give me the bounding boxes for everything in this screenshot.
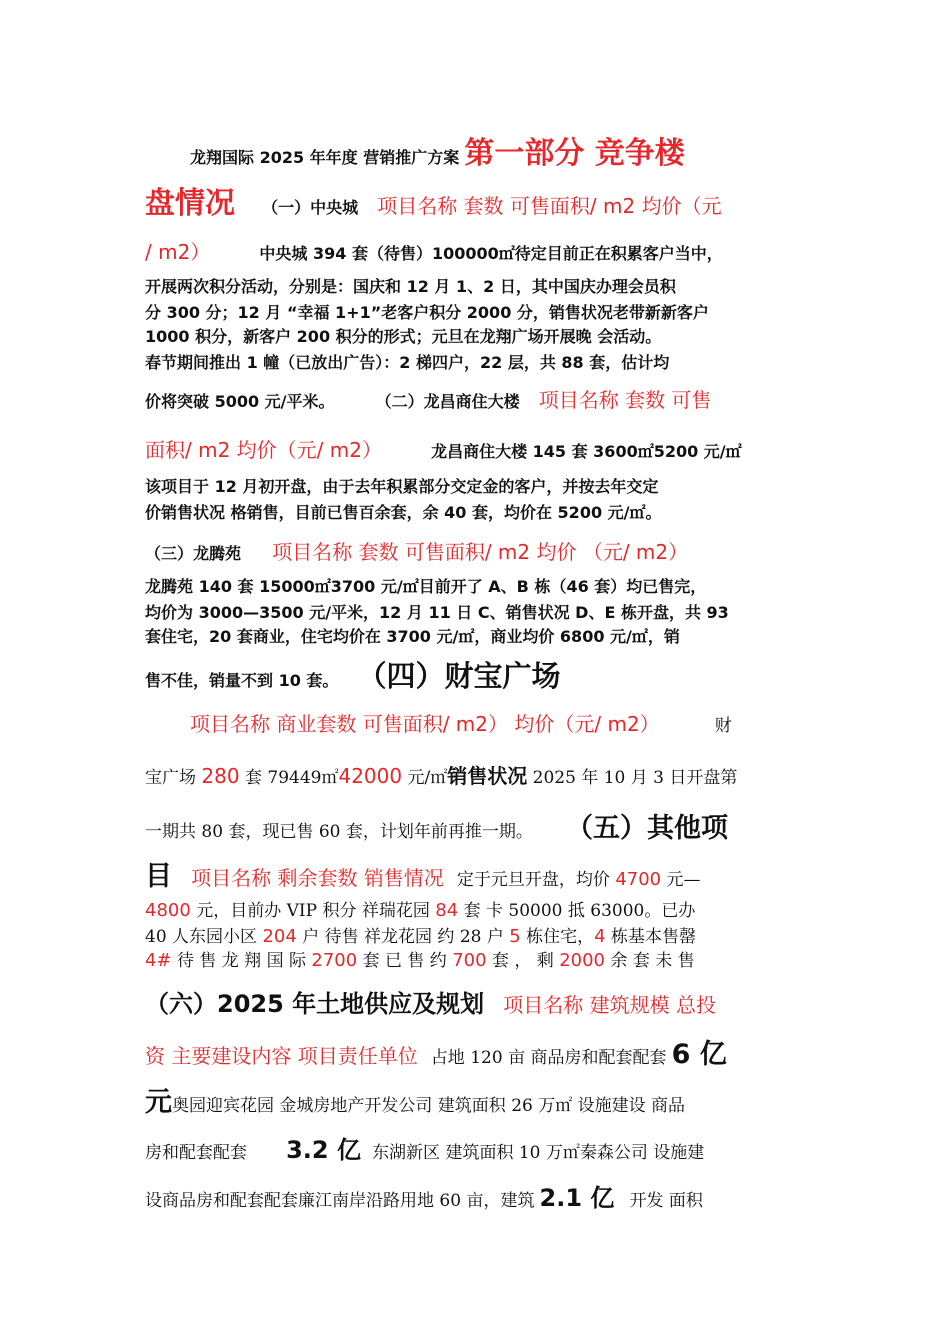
table-header-2: 项目名称 套数 可售: [538, 388, 712, 412]
text-run: 栋住宅，: [520, 927, 595, 947]
doc-line-22: [145, 922, 807, 947]
text-run: 套 已 售 约: [357, 951, 453, 971]
paragraph-text: 中央城 394 套（待售）100000㎡待定目前正在积累客户当中，: [259, 244, 723, 263]
doc-line-28: [145, 1178, 807, 1213]
section-heading-4: （四）财宝广场: [357, 659, 561, 693]
text-run: 2025 年 10 月 3 日开盘第: [527, 768, 738, 788]
text-run: 户 待售 祥龙花园 约 28 户: [296, 927, 510, 947]
section-heading-1: （一）中央城: [262, 198, 359, 217]
table-header-1-cont: / m2）: [145, 240, 211, 264]
highlight-number: 204: [262, 926, 297, 947]
part-one-heading-cont: 盘情况: [145, 186, 235, 221]
table-header-2-cont: 面积/ m2 均价（元/ m2）: [145, 438, 382, 462]
paragraph-text: 财: [714, 716, 732, 736]
section-heading-5-cont: 目: [145, 861, 172, 892]
highlight-number: 4: [594, 926, 606, 947]
investment-amount: 6 亿: [671, 1039, 727, 1070]
section-heading-2: （二）龙昌商住大楼: [375, 392, 520, 411]
doc-title: 龙翔国际 2025 年年度 营销推广方案: [190, 148, 460, 167]
investment-amount: 3.2 亿: [286, 1136, 361, 1164]
highlight-number: 84: [435, 900, 459, 921]
text-run: 待 售 龙 翔 国 际: [171, 951, 312, 971]
doc-line-25: [145, 1032, 807, 1071]
highlight-number: 4700: [615, 869, 662, 890]
paragraph-text: 房和配套配套: [145, 1143, 247, 1163]
doc-line-9: [145, 434, 807, 463]
doc-line-19: [145, 806, 807, 845]
section-heading-6: （六）2025 年土地供应及规划: [145, 990, 485, 1018]
highlight-number: 5: [509, 926, 521, 947]
table-header-3: 项目名称 套数 可售面积/ m2 均价 （元/ m2）: [272, 540, 689, 564]
text-run: 套 ， 剩: [486, 951, 560, 971]
text-run: 定于元旦开盘，均价: [456, 870, 616, 890]
paragraph-text: 开发 面积: [629, 1191, 703, 1211]
doc-line-3: [145, 236, 807, 265]
doc-line-27: [145, 1130, 807, 1165]
doc-line-8: [145, 384, 807, 413]
doc-line-1: [190, 128, 807, 172]
table-header-6-cont: 资 主要建设内容 项目责任单位: [145, 1044, 418, 1068]
investment-amount-unit: 元: [145, 1087, 172, 1118]
text-run: 套 卡 50000 抵 63000。已办: [458, 901, 696, 921]
paragraph-text: 价将突破 5000 元/平米。: [145, 392, 335, 411]
doc-line-26: [145, 1080, 807, 1119]
doc-line-24: [145, 984, 807, 1019]
paragraph-text: 春节期间推出 1 幢（已放出广告）：2 梯四户，22 层，共 88 套，估计均: [145, 353, 670, 372]
section-heading-3: （三）龙腾苑: [145, 544, 242, 563]
paragraph-text: 开展两次积分活动，分别是：国庆和 12 月 1、2 日，其中国庆办理会员积: [145, 277, 676, 296]
highlight-number: 2700: [311, 950, 358, 971]
highlight-number: 700: [452, 950, 487, 971]
paragraph-text: 奥园迎宾花园 金城房地产开发公司 建筑面积 26 万㎡ 设施建设 商品: [172, 1096, 686, 1116]
text-run: 元—: [661, 870, 701, 890]
paragraph-text: 占地 120 亩 商品房和配套配套: [430, 1048, 667, 1068]
text-run: 40 人东园小区: [145, 927, 263, 947]
highlight-number: 42000: [338, 764, 403, 788]
doc-line-20: [145, 854, 807, 893]
text-run: 栋基本售罄: [605, 927, 696, 947]
table-header-4: 项目名称 商业套数 可售面积/ m2） 均价（元/ m2）: [190, 712, 660, 736]
table-header-1: 项目名称 套数 可售面积/ m2 均价（元: [377, 194, 722, 218]
bold-label: 销售状况: [447, 764, 528, 788]
paragraph-text: 该项目于 12 月初开盘，由于去年积累部分交定金的客户，并按去年交定: [145, 477, 659, 496]
paragraph-text: 价销售状况 格销售，目前已售百余套，余 40 套，均价在 5200 元/㎡。: [145, 503, 662, 522]
table-header-6: 项目名称 建筑规模 总投: [503, 993, 716, 1017]
paragraph-text: 售不佳，销量不到 10 套。: [145, 671, 339, 690]
highlight-number: 2000: [559, 950, 606, 971]
paragraph-text: 均价为 3000—3500 元/平米，12 月 11 日 C、销售状况 D、E 栋开盘，共 93: [145, 603, 729, 622]
paragraph-text: 设商品房和配套配套廉江南岸沿路用地 60 亩，建筑: [145, 1191, 535, 1211]
text-run: 元，目前办 VIP 积分 祥瑞花园: [190, 901, 436, 921]
doc-line-23: [145, 946, 807, 971]
doc-line-18: [145, 760, 807, 789]
paragraph-text: 龙昌商住大楼 145 套 3600㎡5200 元/㎡: [431, 442, 742, 461]
text-run: 宝广场: [145, 768, 202, 788]
doc-line-12: [145, 536, 807, 565]
highlight-number: 4#: [145, 950, 172, 971]
doc-line-2: [145, 178, 807, 222]
doc-line-16: [145, 654, 807, 695]
paragraph-text: 套住宅，20 套商业，住宅均价在 3700 元/㎡，商业均价 6800 元/㎡，销: [145, 627, 680, 646]
text-run: 套 79449㎡: [239, 768, 339, 788]
table-header-5: 项目名称 剩余套数 销售情况: [191, 866, 444, 890]
doc-line-21: [145, 896, 807, 921]
part-one-heading: 第一部分 竞争楼: [464, 136, 685, 171]
investment-amount: 2.1 亿: [539, 1184, 615, 1212]
paragraph-text: 龙腾苑 140 套 15000㎡3700 元/㎡目前开了 A、B 栋（46 套）均已售完，: [145, 577, 707, 596]
paragraph-text: 1000 积分，新客户 200 积分的形式；元旦在龙翔广场开展晚 会活动。: [145, 327, 662, 346]
paragraph-text: 分 300 分；12 月 “幸福 1+1”老客户积分 2000 分，销售状况老带新新客户: [145, 303, 709, 322]
paragraph-text: 一期共 80 套，现已售 60 套，计划年前再推一期。: [145, 822, 533, 842]
text-run: 元/㎡: [402, 768, 448, 788]
paragraph-text: 东湖新区 建筑面积 10 万㎡秦森公司 设施建: [372, 1143, 705, 1163]
section-heading-5: （五）其他项: [565, 813, 728, 844]
text-run: 余 套 未 售: [605, 951, 695, 971]
doc-line-17: [190, 708, 807, 737]
highlight-number: 4800: [145, 900, 191, 921]
highlight-number: 280: [201, 764, 240, 788]
